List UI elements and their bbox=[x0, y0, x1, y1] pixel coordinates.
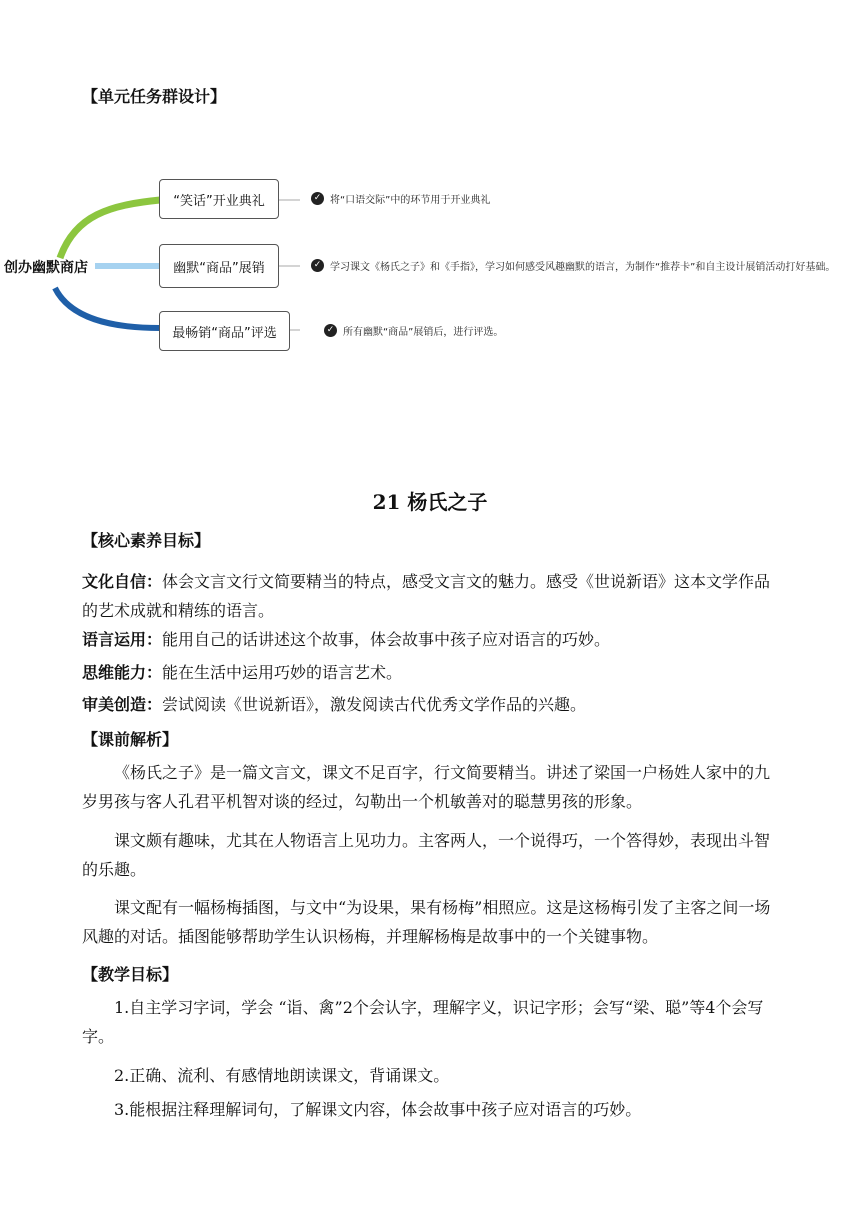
node-label: “笑话”开业典礼 bbox=[173, 193, 265, 209]
node-label: 幽默“商品”展销 bbox=[173, 260, 265, 276]
goal-text: 能用自己的话讲述这个故事，体会故事中孩子应对语言的巧妙。 bbox=[162, 630, 611, 649]
goal-label: 文化自信： bbox=[82, 572, 163, 591]
branch-connector-1 bbox=[60, 200, 160, 258]
teaching-goal-1: 1.自主学习字词，学会 “诣、禽”2个会认字，理解字义，识记字形；会写“梁、聪”等4个会写字。 bbox=[82, 998, 764, 1046]
analysis-paragraph-3: 课文配有一幅杨梅插图，与文中“为设果，果有杨梅”相照应。这是这杨梅引发了主客之间一场风趣的对话。插图能够帮助学生认识杨梅，并理解杨梅是故事中的一个关键事物。 bbox=[82, 898, 771, 946]
check-circle-icon: ✓ bbox=[324, 324, 337, 337]
mindmap-node-selection bbox=[159, 311, 290, 351]
branch-connector-2 bbox=[95, 263, 160, 269]
analysis-paragraph-1: 《杨氏之子》是一篇文言文，课文不足百字，行文简要精当。讲述了梁国一户杨姓人家中的九岁男孩与客人孔君平机智对谈的经过，勾勒出一个机敏善对的聪慧男孩的形象。 bbox=[82, 763, 771, 811]
mindmap-node-opening bbox=[159, 179, 279, 219]
goal-label: 思维能力： bbox=[82, 663, 163, 682]
core-goal-language bbox=[82, 625, 782, 654]
analysis-heading: 【课前解析】 bbox=[82, 730, 179, 749]
core-goal-culture bbox=[82, 567, 782, 625]
goal-label: 审美创造： bbox=[82, 695, 163, 714]
branch-connector-3 bbox=[55, 288, 160, 328]
teaching-goals-heading: 【教学目标】 bbox=[82, 965, 179, 984]
mindmap-note-2 bbox=[311, 258, 835, 273]
lesson-title: 21 杨氏之子 bbox=[372, 490, 488, 514]
analysis-paragraph-2: 课文颇有趣味，尤其在人物语言上见功力。主客两人，一个说得巧，一个答得妙，表现出斗智的乐趣。 bbox=[82, 831, 771, 879]
goal-text: 尝试阅读《世说新语》，激发阅读古代优秀文学作品的兴趣。 bbox=[162, 695, 587, 714]
core-goals-heading: 【核心素养目标】 bbox=[82, 531, 211, 550]
goal-text: 能在生活中运用巧妙的语言艺术。 bbox=[162, 663, 403, 682]
unit-task-heading: 【单元任务群设计】 bbox=[82, 87, 227, 106]
mindmap-note-3 bbox=[324, 323, 503, 338]
core-goal-aesthetic bbox=[82, 690, 782, 719]
check-circle-icon: ✓ bbox=[311, 259, 324, 272]
goal-label: 语言运用： bbox=[82, 630, 163, 649]
teaching-goal-2: 2.正确、流利、有感情地朗读课文，背诵课文。 bbox=[114, 1066, 450, 1085]
check-circle-icon: ✓ bbox=[311, 192, 324, 205]
note-text: 学习课文《杨氏之子》和《手指》，学习如何感受风趣幽默的语言，为制作“推荐卡”和自主设计展销活动打好基础。 bbox=[330, 262, 836, 273]
mindmap-note-1 bbox=[311, 191, 490, 206]
goal-text: 体会文言文行文简要精当的特点，感受文言文的魅力。感受《世说新语》这本文学作品的艺术成就和精练的语言。 bbox=[82, 572, 771, 620]
note-text: 将“口语交际”中的环节用于开业典礼 bbox=[330, 195, 491, 206]
mindmap-node-exhibition bbox=[159, 244, 279, 288]
node-label: 最畅销“商品”评选 bbox=[172, 325, 277, 341]
teaching-goal-3: 3.能根据注释理解词句，了解课文内容，体会故事中孩子应对语言的巧妙。 bbox=[114, 1100, 642, 1119]
note-text: 所有幽默“商品”展销后，进行评选。 bbox=[343, 327, 504, 338]
mindmap-root: 创办幽默商店 bbox=[4, 260, 88, 276]
core-goal-thinking bbox=[82, 658, 782, 687]
